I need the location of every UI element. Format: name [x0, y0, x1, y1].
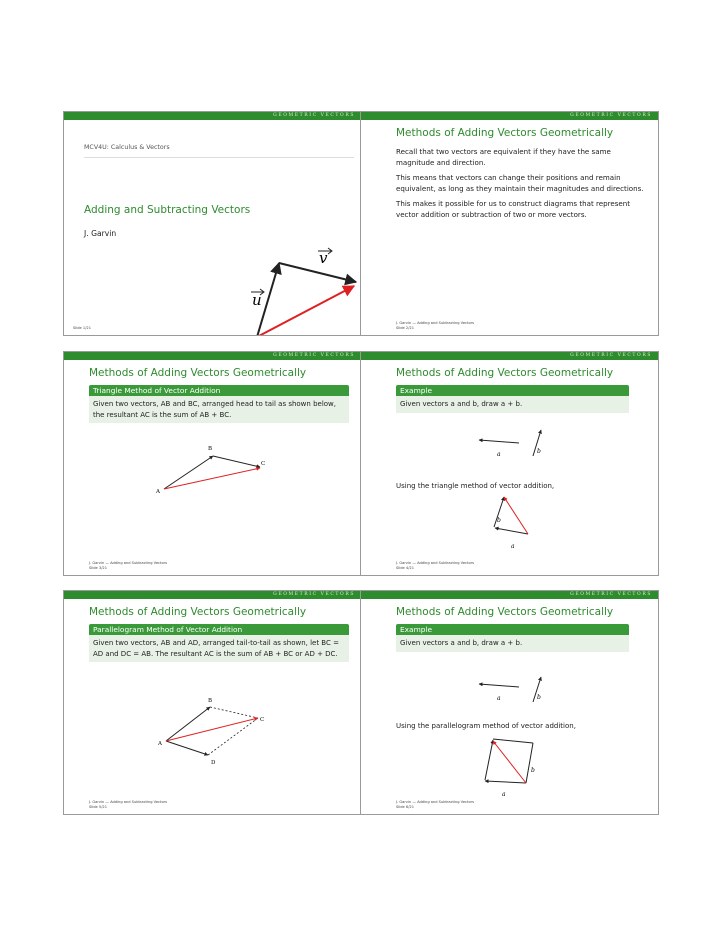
header-bar	[361, 112, 658, 120]
block-title: Parallelogram Method of Vector Addition	[89, 624, 349, 635]
slide-title: Methods of Adding Vectors Geometrically	[89, 367, 307, 379]
slide-6	[360, 590, 659, 815]
slide-title: Methods of Adding Vectors Geometrically	[89, 606, 307, 618]
svg-text:a: a	[502, 791, 506, 798]
deck-title: Adding and Subtracting Vectors	[84, 204, 251, 216]
point-a: A	[156, 489, 160, 495]
triangle-diagram	[64, 352, 361, 575]
header-label: GEOMETRIC VECTORS	[570, 592, 652, 597]
vector-v	[279, 263, 356, 282]
triangle-solution	[361, 352, 658, 575]
parallelogram-diagram	[64, 591, 361, 814]
svg-text:a: a	[511, 543, 515, 550]
header-label: GEOMETRIC VECTORS	[570, 353, 652, 358]
block-body: Given vectors a and b, draw a + b.	[396, 396, 629, 413]
point-a: A	[158, 741, 162, 747]
footer: J. Garvin — Adding and Subtracting Vectors Slide 6/21	[396, 800, 474, 809]
slide-4	[360, 351, 659, 576]
header-label: GEOMETRIC VECTORS	[570, 113, 652, 118]
block-title: Example	[396, 624, 629, 635]
deck-author: J. Garvin	[84, 229, 117, 238]
label-a: a	[497, 451, 501, 458]
paragraph: Recall that two vectors are equivalent if they have the same magnitude and direction.	[396, 147, 611, 167]
slide-title: Methods of Adding Vectors Geometrically	[396, 367, 614, 379]
parallelogram-solution	[361, 591, 658, 814]
vector-sum	[257, 286, 354, 336]
svg-text:b: b	[497, 517, 501, 524]
label-b: b	[537, 694, 541, 701]
block-body: Given two vectors, AB and BC, arranged head to tail as shown below, the resultant AC is the sum of AB + BC.	[89, 396, 349, 423]
footer: Slide 1/21	[73, 326, 91, 330]
slide-2	[360, 111, 659, 336]
point-b: B	[208, 446, 213, 452]
header-label: GEOMETRIC VECTORS	[273, 113, 355, 118]
footer: J. Garvin — Adding and Subtracting Vectors Slide 4/21	[396, 561, 474, 570]
block-title: Triangle Method of Vector Addition	[89, 385, 349, 396]
paragraph: This makes it possible for us to construct diagrams that represent vector addition or subtraction of two or more vectors.	[396, 199, 631, 219]
header-label: GEOMETRIC VECTORS	[273, 353, 355, 358]
method-text: Using the parallelogram method of vector addition,	[396, 722, 576, 730]
method-text: Using the triangle method of vector addition,	[396, 482, 555, 490]
vector-diagram	[64, 112, 361, 335]
block-body: Given vectors a and b, draw a + b.	[396, 635, 629, 652]
label-a: a	[497, 695, 501, 702]
slide-body	[396, 147, 644, 226]
point-c: C	[260, 717, 265, 723]
slide-1	[63, 111, 362, 336]
point-d: D	[211, 760, 216, 766]
footer: J. Garvin — Adding and Subtracting Vectors Slide 5/21	[89, 800, 167, 809]
header-label: GEOMETRIC VECTORS	[273, 592, 355, 597]
label-b: b	[537, 448, 541, 455]
slide-3	[63, 351, 362, 576]
slide-5	[63, 590, 362, 815]
label-v: v	[319, 249, 328, 267]
block-body: Given two vectors, AB and AD, arranged tail-to-tail as shown, let BC = AD and DC = AB. The resultant AC is the sum of AB + BC or AD + DC.	[89, 635, 349, 662]
course-name: MCV4U: Calculus & Vectors	[84, 144, 170, 151]
slide-title: Methods of Adding Vectors Geometrically	[396, 606, 614, 618]
point-c: C	[261, 461, 266, 467]
paragraph: This means that vectors can change their positions and remain equivalent, as long as they maintain their magnitudes and directions.	[396, 173, 644, 193]
footer: J. Garvin — Adding and Subtracting Vectors Slide 2/21	[396, 321, 474, 330]
svg-text:b: b	[531, 767, 535, 774]
label-u: u	[252, 291, 262, 309]
point-b: B	[208, 698, 213, 704]
slide-title: Methods of Adding Vectors Geometrically	[396, 127, 614, 139]
block-title: Example	[396, 385, 629, 396]
footer: J. Garvin — Adding and Subtracting Vectors Slide 3/21	[89, 561, 167, 570]
